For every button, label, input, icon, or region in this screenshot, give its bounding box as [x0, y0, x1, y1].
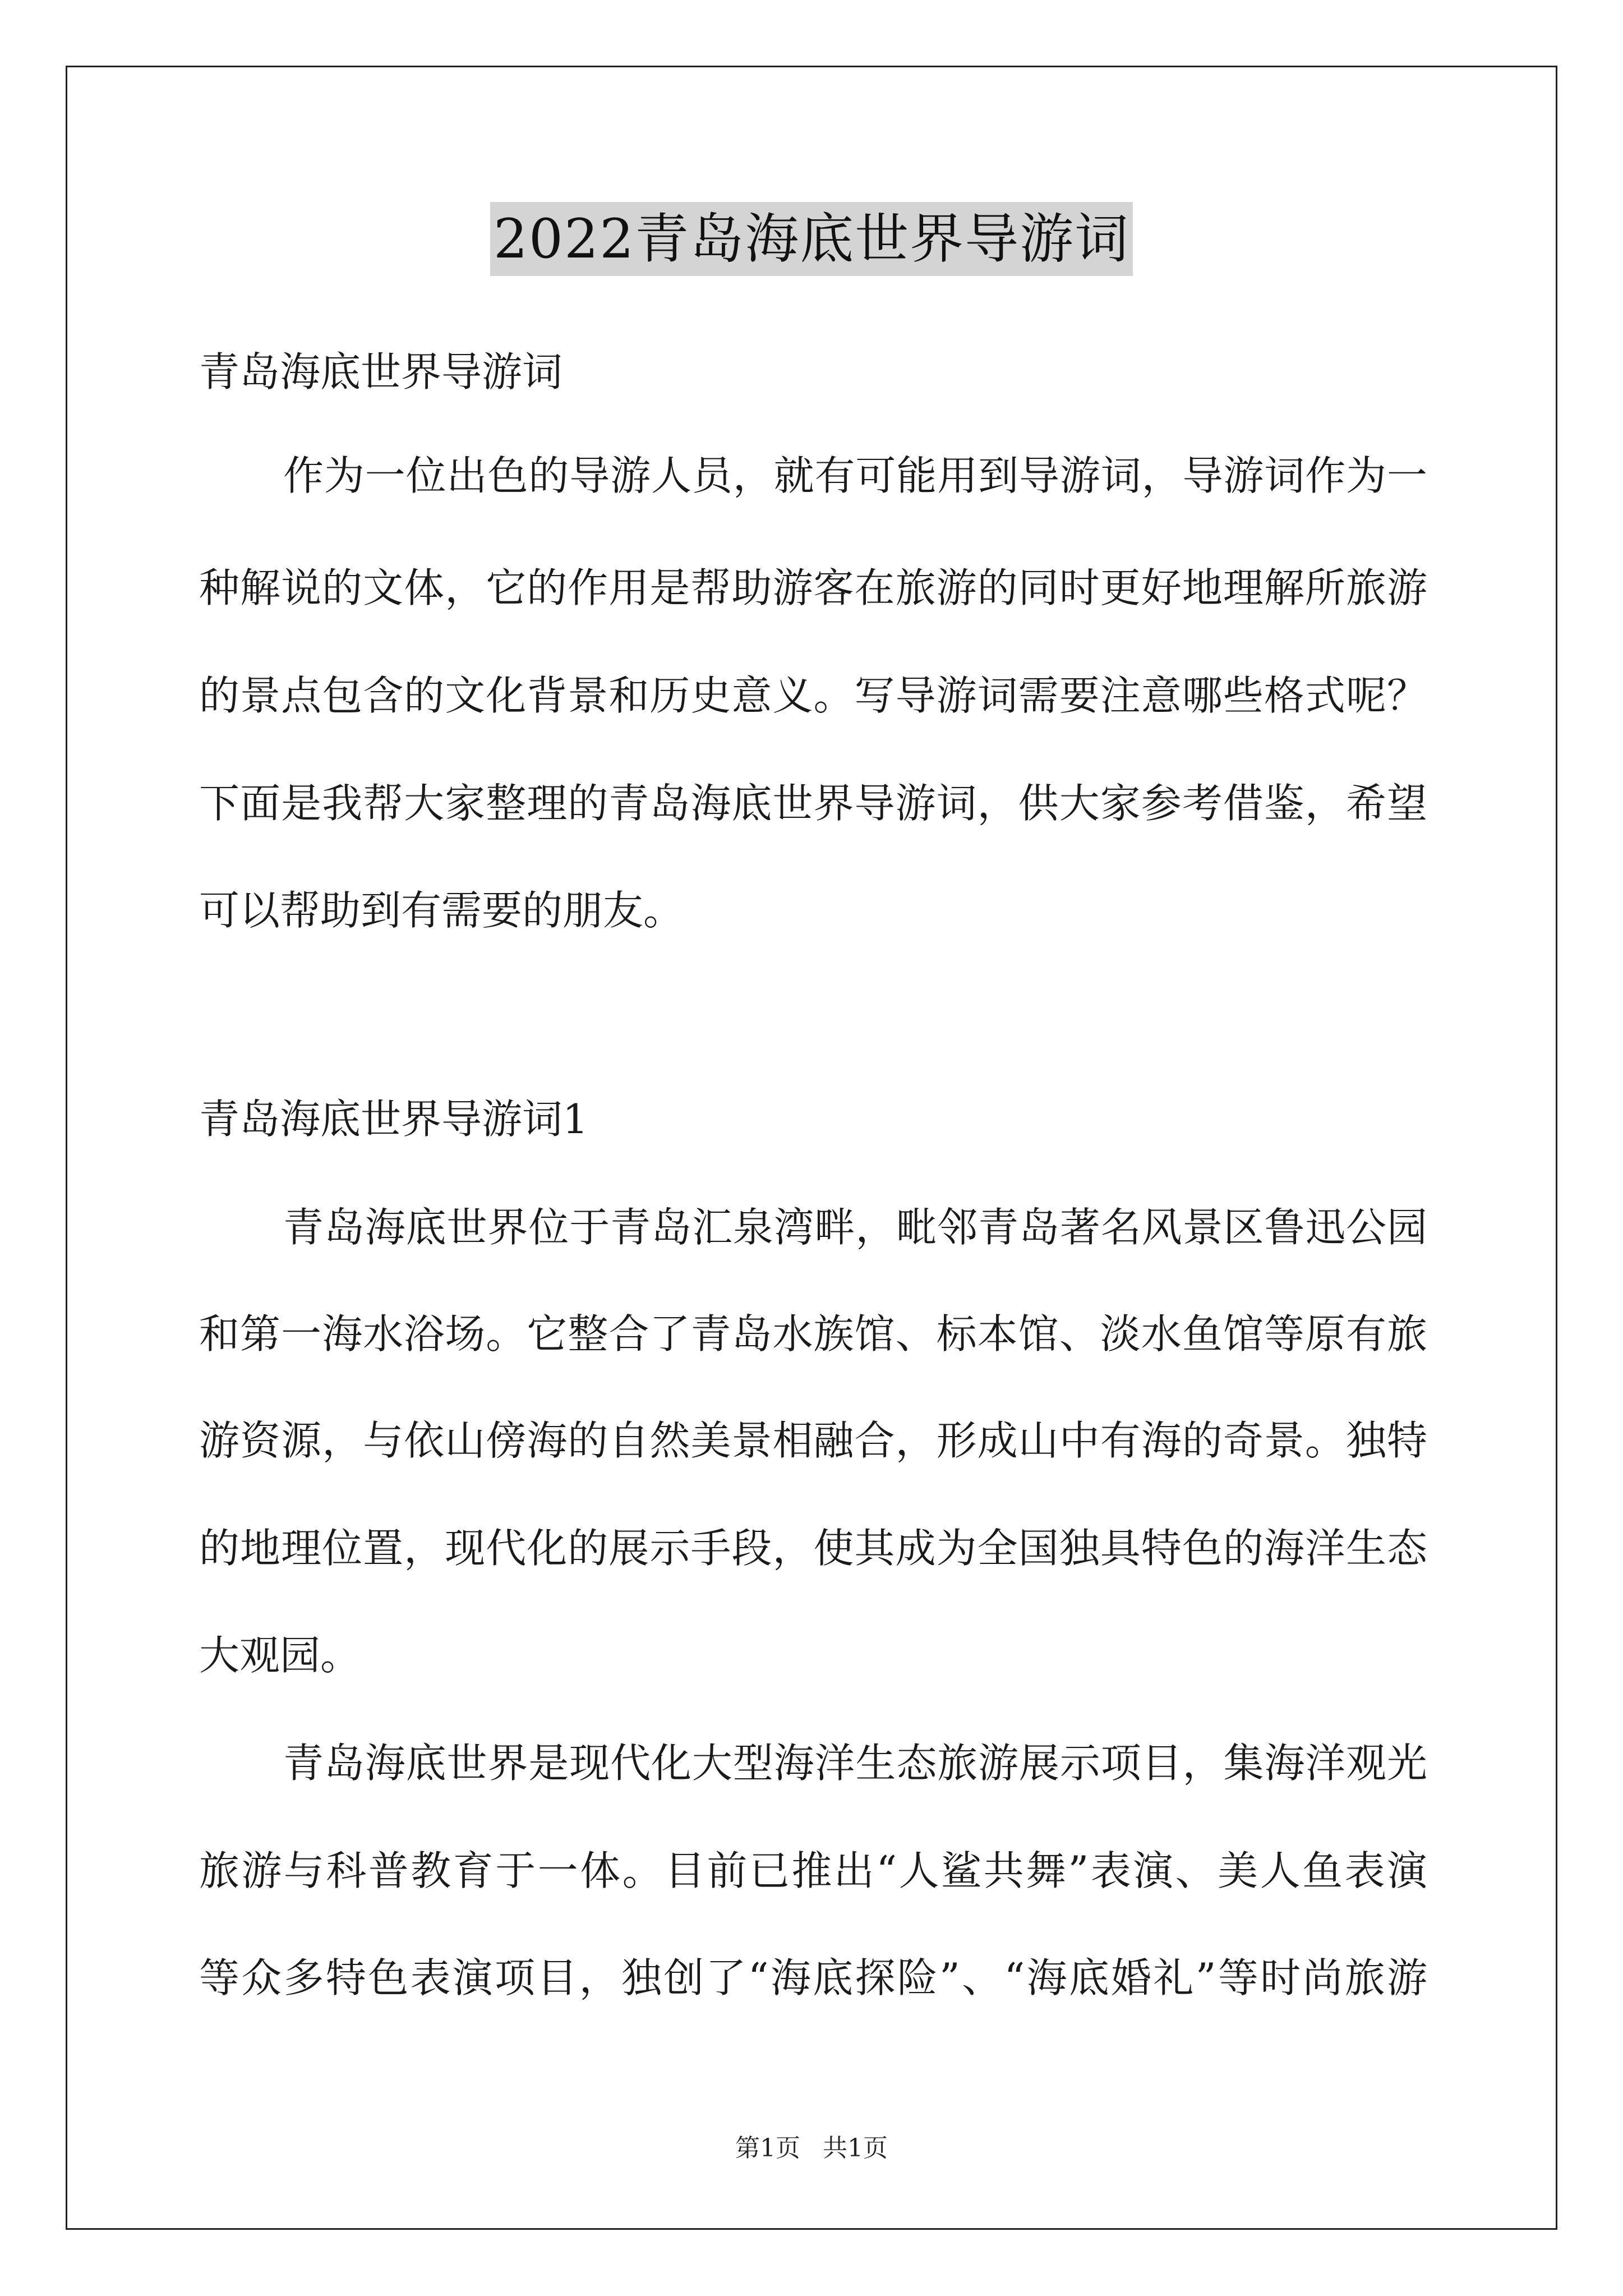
- paragraph-line: 作为一位出色的导游人员，就有可能用到导游词，导游词作为一: [283, 452, 1427, 499]
- section-heading: 青岛海底世界导游词1: [199, 1096, 588, 1143]
- paragraph-line: 种解说的文体，它的作用是帮助游客在旅游的同时更好地理解所旅游: [199, 564, 1427, 611]
- paragraph-line: 的地理位置，现代化的展示手段，使其成为全国独具特色的海洋生态: [199, 1525, 1427, 1572]
- paragraph-line: 旅游与科普教育于一体。目前已推出“人鲨共舞”表演、美人鱼表演: [199, 1847, 1427, 1894]
- page-number: 第1页: [735, 2134, 800, 2162]
- document-title: 2022青岛海底世界导游词: [490, 202, 1133, 276]
- paragraph-line: 下面是我帮大家整理的青岛海底世界导游词，供大家参考借鉴，希望: [199, 780, 1427, 827]
- paragraph-line: 大观园。: [199, 1632, 361, 1679]
- page-footer: [0, 2132, 1623, 2165]
- page-total: 共1页: [823, 2134, 888, 2162]
- title-container: [0, 202, 1623, 276]
- paragraph-line: 和第一海水浴场。它整合了青岛水族馆、标本馆、淡水鱼馆等原有旅: [199, 1310, 1427, 1358]
- paragraph-line: 的景点包含的文化背景和历史意义。写导游词需要注意哪些格式呢？: [199, 672, 1427, 719]
- section-heading: 青岛海底世界导游词: [199, 348, 563, 395]
- paragraph-line: 游资源，与依山傍海的自然美景相融合，形成山中有海的奇景。独特: [199, 1417, 1427, 1464]
- paragraph-line: 可以帮助到有需要的朋友。: [199, 887, 684, 934]
- paragraph-line: 青岛海底世界是现代化大型海洋生态旅游展示项目，集海洋观光: [283, 1740, 1427, 1787]
- paragraph-line: 青岛海底世界位于青岛汇泉湾畔，毗邻青岛著名风景区鲁迅公园: [283, 1204, 1427, 1251]
- paragraph-line: 等众多特色表演项目，独创了“海底探险”、“海底婚礼”等时尚旅游: [199, 1954, 1427, 2001]
